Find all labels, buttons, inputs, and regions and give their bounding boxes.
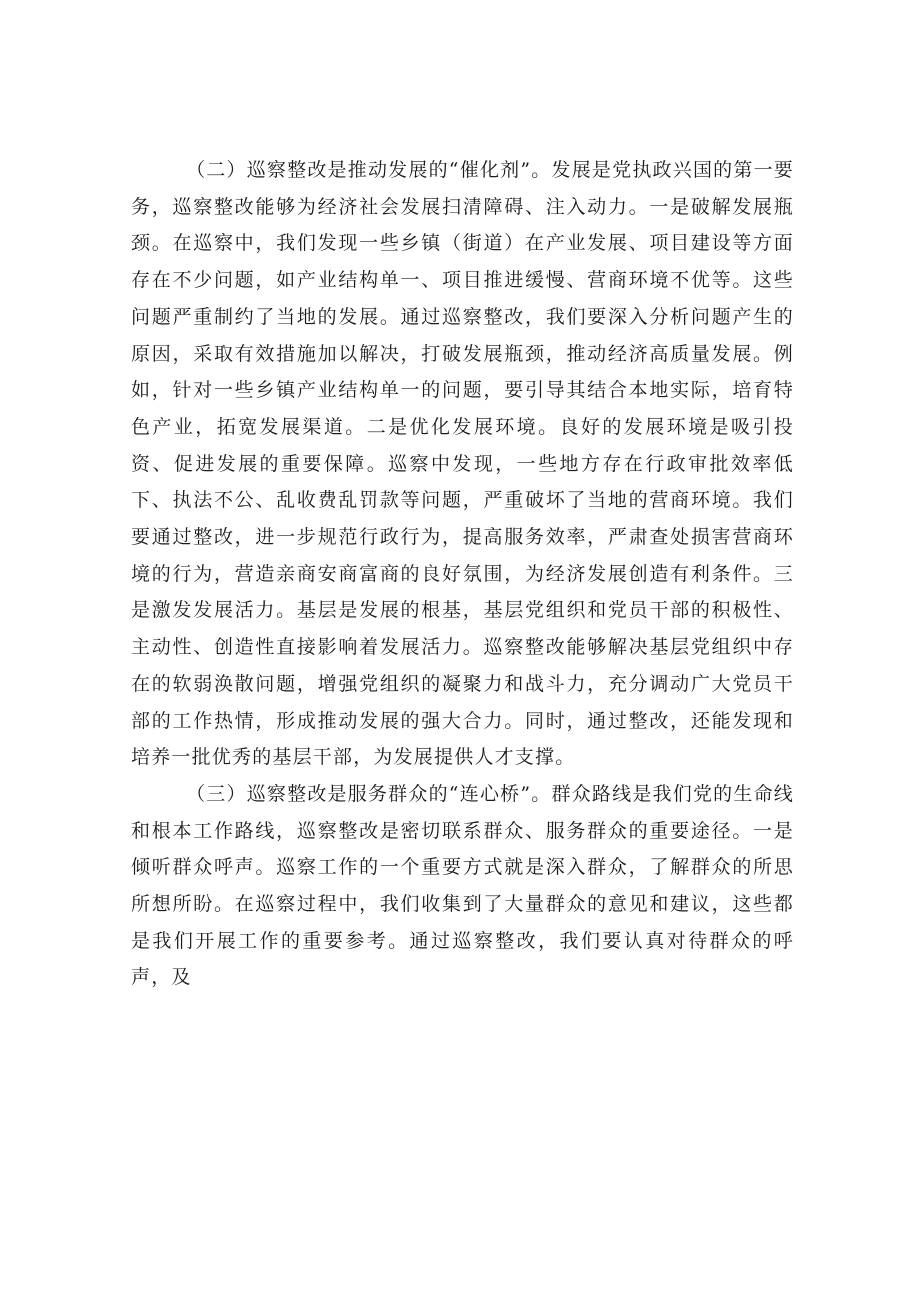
paragraph-section-three: （三）巡察整改是服务群众的“连心桥”。群众路线是我们党的生命线和根本工作路线，巡察整改是密切联系群众、服务群众的重要途径。一是倾听群众呼声。巡察工作的一个重要方式就是深入群众，了解群众的所思所想所盼。在巡察过程中，我们收集到了大量群众的意见和建议，这些都是我们开展工作的重要参考。通过巡察整改，我们要认真对待群众的呼声，及 bbox=[131, 782, 794, 989]
document-body bbox=[131, 152, 794, 996]
paragraph-section-two: （二）巡察整改是推动发展的“催化剂”。发展是党执政兴国的第一要务，巡察整改能够为经济社会发展扫清障碍、注入动力。一是破解发展瓶颈。在巡察中，我们发现一些乡镇（街道）在产业发展、项目建设等方面存在不少问题，如产业结构单一、项目推进缓慢、营商环境不优等。这些问题严重制约了当地的发展。通过巡察整改，我们要深入分析问题产生的原因，采取有效措施加以解决，打破发展瓶颈，推动经济高质量发展。例如，针对一些乡镇产业结构单一的问题，要引导其结合本地实际，培育特色产业，拓宽发展渠道。二是优化发展环境。良好的发展环境是吸引投资、促进发展的重要保障。巡察中发现，一些地方存在行政审批效率低下、执法不公、乱收费乱罚款等问题，严重破坏了当地的营商环境。我们要通过整改，进一步规范行政行为，提高服务效率，严肃查处损害营商环境的行为，营造亲商安商富商的良好氛围，为经济发展创造有利条件。三是激发发展活力。基层是发展的根基，基层党组织和党员干部的积极性、主动性、创造性直接影响着发展活力。巡察整改能够解决基层党组织中存在的软弱涣散问题，增强党组织的凝聚力和战斗力，充分调动广大党员干部的工作热情，形成推动发展的强大合力。同时，通过整改，还能发现和培养一批优秀的基层干部，为发展提供人才支撑。 bbox=[131, 159, 794, 769]
